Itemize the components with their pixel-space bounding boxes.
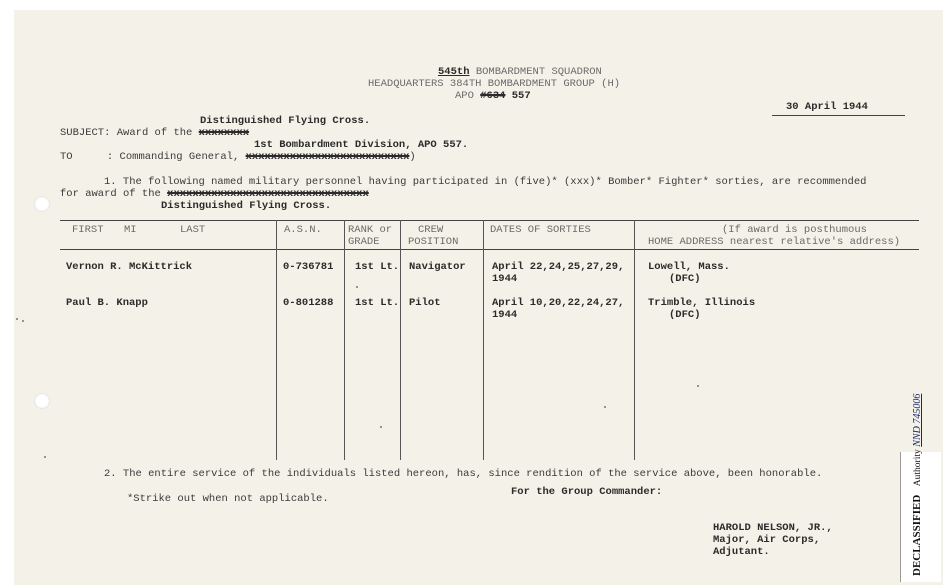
row1-name: Vernon R. McKittrick — [66, 261, 193, 273]
paper-speck — [16, 318, 18, 320]
paper-speck — [22, 320, 24, 322]
header-line2: HEADQUARTERS 384TH BOMBARDMENT GROUP (H) — [368, 78, 621, 90]
row2-asn: 0-801288 — [283, 297, 334, 309]
header-line1 — [438, 66, 602, 78]
row1-dates-1: April 22,24,25,27,29, — [492, 261, 625, 273]
paper-speck — [380, 426, 382, 428]
date-underline — [772, 115, 905, 116]
subject-line — [60, 127, 249, 139]
subject-struck: xxxxxxxx — [198, 127, 250, 139]
paragraph1-insert: Distinguished Flying Cross. — [161, 200, 332, 212]
row2-rank: 1st Lt. — [355, 297, 400, 309]
to-prefix: Commanding General, — [119, 151, 240, 163]
row1-home-2: (DFC) — [669, 273, 701, 285]
row2-home-1: Trimble, Illinois — [648, 297, 756, 309]
footnote: *Strike out when not applicable. — [127, 493, 329, 505]
row1-home-1: Lowell, Mass. — [648, 261, 730, 273]
paper-speck — [356, 286, 358, 288]
document-date: 30 April 1944 — [786, 101, 868, 113]
header-line3 — [455, 90, 531, 102]
punch-hole-top — [34, 196, 50, 212]
header-rank-2: GRADE — [348, 236, 380, 248]
row2-dates-1: April 10,20,22,24,27, — [492, 297, 625, 309]
table-col-divider — [483, 220, 484, 460]
paper-speck — [604, 406, 606, 408]
to-line — [60, 151, 416, 163]
stamp-number: NND 745006 — [912, 393, 923, 447]
to-struck: xxxxxxxxxxxxxxxxxxxxxxxxxx — [245, 151, 410, 163]
subject-insert: Distinguished Flying Cross. — [200, 115, 371, 127]
stamp-declassified: DECLASSIFIED — [911, 494, 923, 576]
paper-speck — [44, 456, 46, 458]
paragraph1-line2-prefix: for award of the — [60, 188, 161, 200]
header-first: FIRST — [72, 224, 104, 236]
row1-position: Navigator — [409, 261, 466, 273]
row1-dates-2: 1944 — [492, 273, 518, 285]
apo-struck: #634 — [480, 90, 506, 102]
table-top-border — [60, 220, 919, 221]
signature-title1: Major, Air Corps, — [713, 534, 821, 546]
header-crew-1: CREW — [418, 224, 444, 236]
header-rank-1: RANK or — [348, 224, 393, 236]
header-dates: DATES OF SORTIES — [490, 224, 591, 236]
table-col-divider — [344, 220, 345, 460]
squadron-name: BOMBARDMENT SQUADRON — [475, 66, 602, 78]
row1-asn: 0-736781 — [283, 261, 334, 273]
stamp-text — [911, 394, 923, 576]
to-close: ) — [409, 151, 416, 163]
table-col-divider — [400, 220, 401, 460]
signature-title2: Adjutant. — [713, 546, 770, 558]
paper-speck — [697, 385, 699, 387]
table-col-divider — [276, 220, 277, 460]
to-label: TO — [60, 151, 73, 163]
apo-number: 557 — [511, 90, 531, 102]
paragraph1-line2 — [60, 188, 369, 200]
squadron-number: 545th — [438, 66, 470, 78]
subject-label: SUBJECT: — [60, 127, 111, 139]
subject-prefix: Award of the — [116, 127, 193, 139]
paragraph1-line1: 1. The following named military personnel having participated in (five)* (xxx)* Bomber* Fighter* sorties, are recommended — [104, 176, 867, 188]
row2-name: Paul B. Knapp — [66, 297, 148, 309]
table-header-border — [60, 249, 919, 250]
header-home-2: HOME ADDRESS nearest relative's address) — [648, 236, 901, 248]
stamp-authority: Authority — [913, 449, 923, 487]
row1-rank: 1st Lt. — [355, 261, 400, 273]
header-mi: MI — [124, 224, 137, 236]
header-home-1: (If award is posthumous — [722, 224, 867, 236]
apo-label: APO — [455, 90, 474, 102]
signature-name: HAROLD NELSON, JR., — [713, 522, 833, 534]
header-crew-2: POSITION — [408, 236, 459, 248]
table-col-divider — [634, 220, 635, 460]
row2-home-2: (DFC) — [669, 309, 701, 321]
to-colon: : — [106, 151, 114, 163]
for-group-commander: For the Group Commander: — [511, 486, 663, 498]
punch-hole-bottom — [34, 393, 50, 409]
paragraph2: 2. The entire service of the individuals listed hereon, has, since rendition of the service above, been honorable. — [104, 468, 823, 480]
header-last: LAST — [180, 224, 206, 236]
row2-dates-2: 1944 — [492, 309, 518, 321]
header-asn: A.S.N. — [284, 224, 322, 236]
paragraph1-struck: xxxxxxxxxxxxxxxxxxxxxxxxxxxxxxxx — [167, 188, 369, 200]
to-insert: 1st Bombardment Division, APO 557. — [254, 139, 469, 151]
row2-position: Pilot — [409, 297, 441, 309]
declassified-stamp — [900, 393, 941, 582]
